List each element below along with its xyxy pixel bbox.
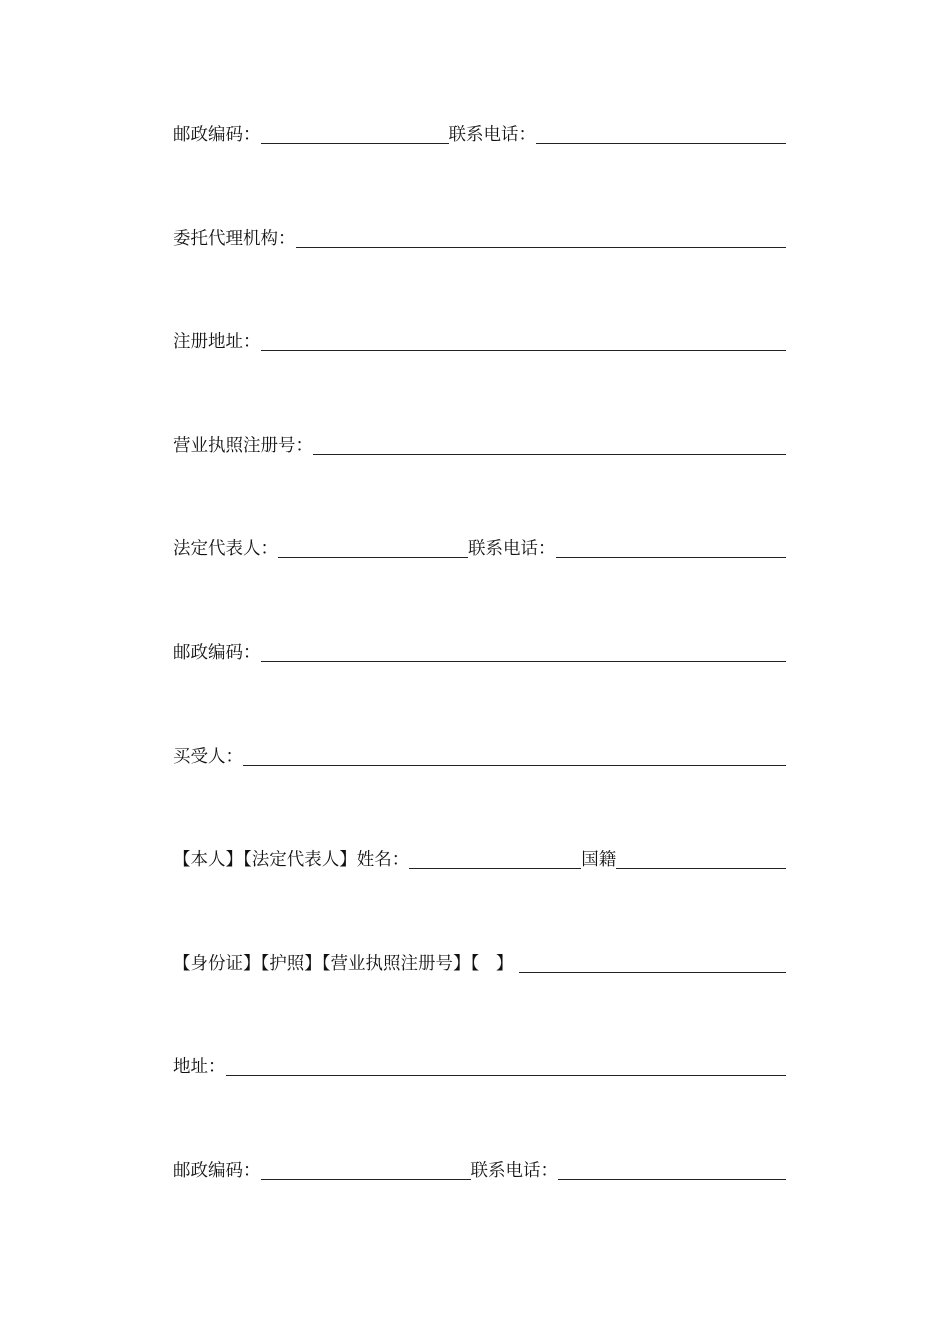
business-license-blank[interactable] bbox=[313, 432, 786, 455]
buyer-label: 买受人： bbox=[173, 747, 243, 767]
postal-code-blank[interactable] bbox=[261, 1157, 471, 1180]
buyer-row bbox=[173, 735, 786, 769]
legal-rep-phone-row bbox=[173, 527, 786, 561]
postal-code-blank[interactable] bbox=[261, 639, 787, 662]
postal-code-label: 邮政编码： bbox=[173, 1161, 261, 1181]
postal-code-label: 邮政编码： bbox=[173, 125, 261, 145]
postal-code-phone-row bbox=[173, 1149, 786, 1183]
postal-code-phone-row bbox=[173, 113, 786, 147]
id-number-blank[interactable] bbox=[519, 950, 786, 973]
phone-blank[interactable] bbox=[556, 535, 787, 558]
name-nationality-row bbox=[173, 838, 786, 872]
postal-code-row bbox=[173, 631, 786, 665]
phone-label: 联系电话： bbox=[448, 125, 536, 145]
agency-blank[interactable] bbox=[296, 225, 787, 248]
phone-blank[interactable] bbox=[536, 121, 786, 144]
agency-label: 委托代理机构： bbox=[173, 229, 296, 249]
legal-rep-blank[interactable] bbox=[278, 535, 468, 558]
address-label: 地址： bbox=[173, 1057, 226, 1077]
buyer-blank[interactable] bbox=[243, 743, 786, 766]
id-type-row bbox=[173, 942, 786, 976]
address-row bbox=[173, 1045, 786, 1079]
nationality-blank[interactable] bbox=[616, 846, 786, 869]
phone-label: 联系电话： bbox=[468, 539, 556, 559]
postal-code-blank[interactable] bbox=[261, 121, 449, 144]
business-license-label: 营业执照注册号： bbox=[173, 436, 313, 456]
id-type-label: 【身份证】【护照】【营业执照注册号】【 】 bbox=[173, 954, 514, 974]
agency-row bbox=[173, 217, 786, 251]
business-license-row bbox=[173, 424, 786, 458]
name-label: 【本人】【法定代表人】姓名： bbox=[173, 850, 410, 870]
nationality-label: 国籍 bbox=[581, 850, 617, 870]
address-blank[interactable] bbox=[226, 1053, 787, 1076]
phone-blank[interactable] bbox=[558, 1157, 786, 1180]
postal-code-label: 邮政编码： bbox=[173, 643, 261, 663]
registered-address-row bbox=[173, 320, 786, 354]
phone-label: 联系电话： bbox=[470, 1161, 558, 1181]
name-blank[interactable] bbox=[409, 846, 581, 869]
legal-rep-label: 法定代表人： bbox=[173, 539, 278, 559]
registered-address-blank[interactable] bbox=[261, 328, 787, 351]
registered-address-label: 注册地址： bbox=[173, 332, 261, 352]
